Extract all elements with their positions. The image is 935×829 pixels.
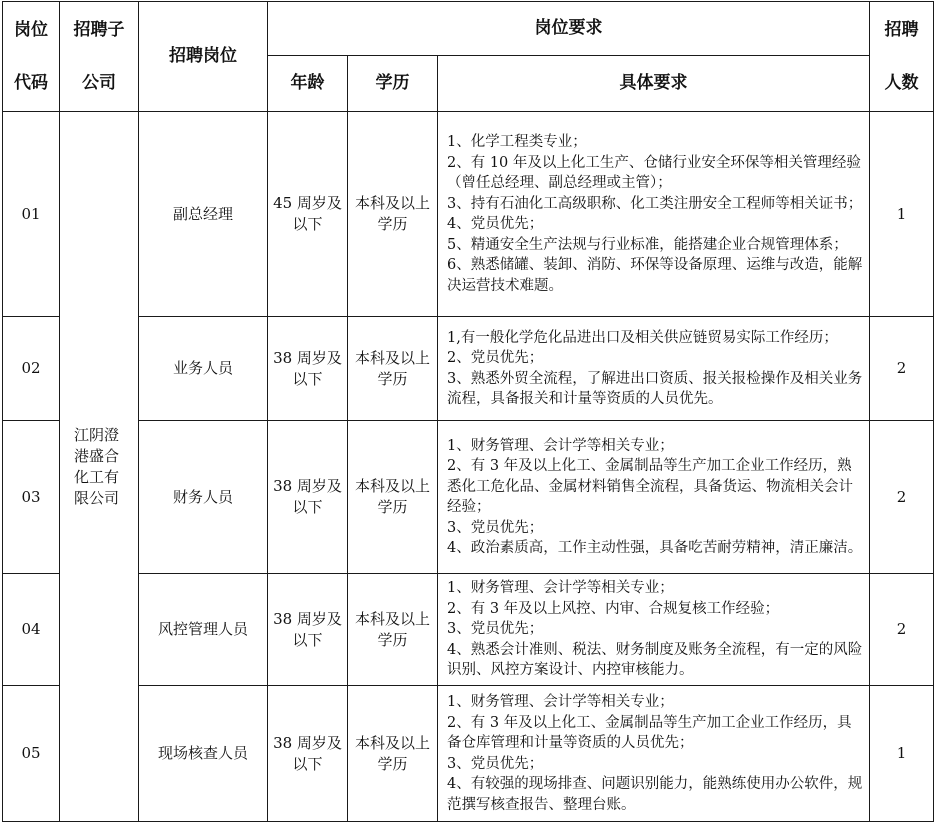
row-age: 38 周岁及以下 bbox=[268, 686, 348, 822]
row-count: 1 bbox=[870, 112, 934, 317]
header-position: 招聘岗位 bbox=[139, 2, 268, 112]
row-count: 2 bbox=[870, 317, 934, 421]
table-row bbox=[3, 421, 934, 574]
recruitment-table-grid bbox=[2, 1, 934, 822]
requirement-line: 1,有一般化学危化品进出口及相关供应链贸易实际工作经历； bbox=[447, 329, 838, 346]
row-position: 财务人员 bbox=[139, 421, 268, 574]
table-row bbox=[3, 112, 934, 317]
requirement-line: 3、持有石油化工高级职称、化工类注册安全工程师等相关证书； bbox=[447, 195, 863, 212]
header-code-line2: 代码 bbox=[14, 72, 48, 93]
row-position: 现场核查人员 bbox=[139, 686, 268, 822]
requirement-line: 3、党员优先； bbox=[447, 621, 544, 638]
row-education: 本科及以上学历 bbox=[348, 317, 438, 421]
requirement-line: 2、有 10 年及以上化工生产、仓储行业安全环保等相关管理经验（曾任总经理、副总经理或主管）； bbox=[447, 154, 861, 191]
requirement-line: 2、有 3 年及以上化工、金属制品等生产加工企业工作经历，熟悉化工危化品、金属材料销售全流程，具备货运、物流相关会计经验； bbox=[447, 458, 853, 515]
requirement-line: 1、财务管理、会计学等相关专业； bbox=[447, 694, 674, 710]
header-requirements-group: 岗位要求 bbox=[268, 2, 870, 56]
table-row bbox=[3, 686, 934, 822]
row-education: 本科及以上学历 bbox=[348, 574, 438, 686]
header-detail: 具体要求 bbox=[438, 56, 870, 112]
header-count-line1: 招聘 bbox=[884, 19, 919, 40]
row-requirements bbox=[438, 317, 870, 421]
row-education: 本科及以上学历 bbox=[348, 421, 438, 574]
row-age: 38 周岁及以下 bbox=[268, 574, 348, 686]
row-position: 业务人员 bbox=[139, 317, 268, 421]
row-count: 2 bbox=[870, 421, 934, 574]
requirement-line: 1、财务管理、会计学等相关专业； bbox=[447, 580, 674, 597]
row-requirements bbox=[438, 421, 870, 574]
row-requirements bbox=[438, 686, 870, 822]
row-education: 本科及以上学历 bbox=[348, 686, 438, 822]
header-company-line2: 公司 bbox=[82, 72, 116, 93]
row-code: 02 bbox=[3, 317, 60, 421]
header-education: 学历 bbox=[348, 56, 438, 112]
requirement-line: 3、党员优先； bbox=[447, 755, 544, 772]
header-count-line2: 人数 bbox=[884, 72, 919, 93]
requirement-line: 3、熟悉外贸全流程，了解进出口资质、报关报检操作及相关业务流程，具备报关和计量等资质的人员优先。 bbox=[447, 370, 863, 407]
row-education: 本科及以上学历 bbox=[348, 112, 438, 317]
header-age: 年龄 bbox=[268, 56, 348, 112]
requirement-line: 2、有 3 年及以上风控、内审、合规复核工作经验； bbox=[447, 600, 780, 617]
company-name: 江阴澄港盛合化工有限公司 bbox=[60, 112, 139, 822]
requirement-line: 4、有较强的现场排查、问题识别能力，能熟练使用办公软件，规范撰写核查报告、整理台账。 bbox=[447, 776, 863, 813]
requirement-line: 2、有 3 年及以上化工、金属制品等生产加工企业工作经历，具备仓库管理和计量等资质的人员优先； bbox=[447, 714, 852, 751]
row-age: 45 周岁及以下 bbox=[268, 112, 348, 317]
header-code bbox=[3, 2, 60, 112]
table-row bbox=[3, 317, 934, 421]
row-code: 04 bbox=[3, 574, 60, 686]
row-position: 副总经理 bbox=[139, 112, 268, 317]
requirement-line: 1、财务管理、会计学等相关专业； bbox=[447, 437, 674, 454]
header-code-line1: 岗位 bbox=[14, 19, 48, 40]
row-requirements bbox=[438, 112, 870, 317]
row-age: 38 周岁及以下 bbox=[268, 317, 348, 421]
requirement-line: 3、党员优先； bbox=[447, 519, 544, 536]
requirement-line: 1、化学工程类专业； bbox=[447, 134, 587, 150]
header-company bbox=[60, 2, 139, 112]
row-count: 1 bbox=[870, 686, 934, 822]
header-company-line1: 招聘子 bbox=[73, 19, 125, 40]
requirement-line: 4、党员优先； bbox=[447, 216, 544, 232]
row-count: 2 bbox=[870, 574, 934, 686]
requirement-line: 5、精通安全生产法规与行业标准，能搭建企业合规管理体系； bbox=[447, 236, 848, 253]
requirement-line: 2、党员优先； bbox=[447, 350, 544, 366]
table-row bbox=[3, 574, 934, 686]
row-requirements bbox=[438, 574, 870, 686]
requirement-line: 4、政治素质高，工作主动性强，具备吃苦耐劳精神，清正廉洁。 bbox=[447, 540, 863, 556]
row-code: 03 bbox=[3, 421, 60, 574]
requirement-line: 6、熟悉储罐、装卸、消防、环保等设备原理、运维与改造，能解决运营技术难题。 bbox=[447, 257, 863, 294]
row-position: 风控管理人员 bbox=[139, 574, 268, 686]
recruitment-table bbox=[0, 1, 935, 829]
header-count bbox=[870, 2, 934, 112]
row-code: 05 bbox=[3, 686, 60, 822]
requirement-line: 4、熟悉会计准则、税法、财务制度及账务全流程，有一定的风险识别、风控方案设计、内控审核能力。 bbox=[447, 641, 863, 679]
row-code: 01 bbox=[3, 112, 60, 317]
row-age: 38 周岁及以下 bbox=[268, 421, 348, 574]
